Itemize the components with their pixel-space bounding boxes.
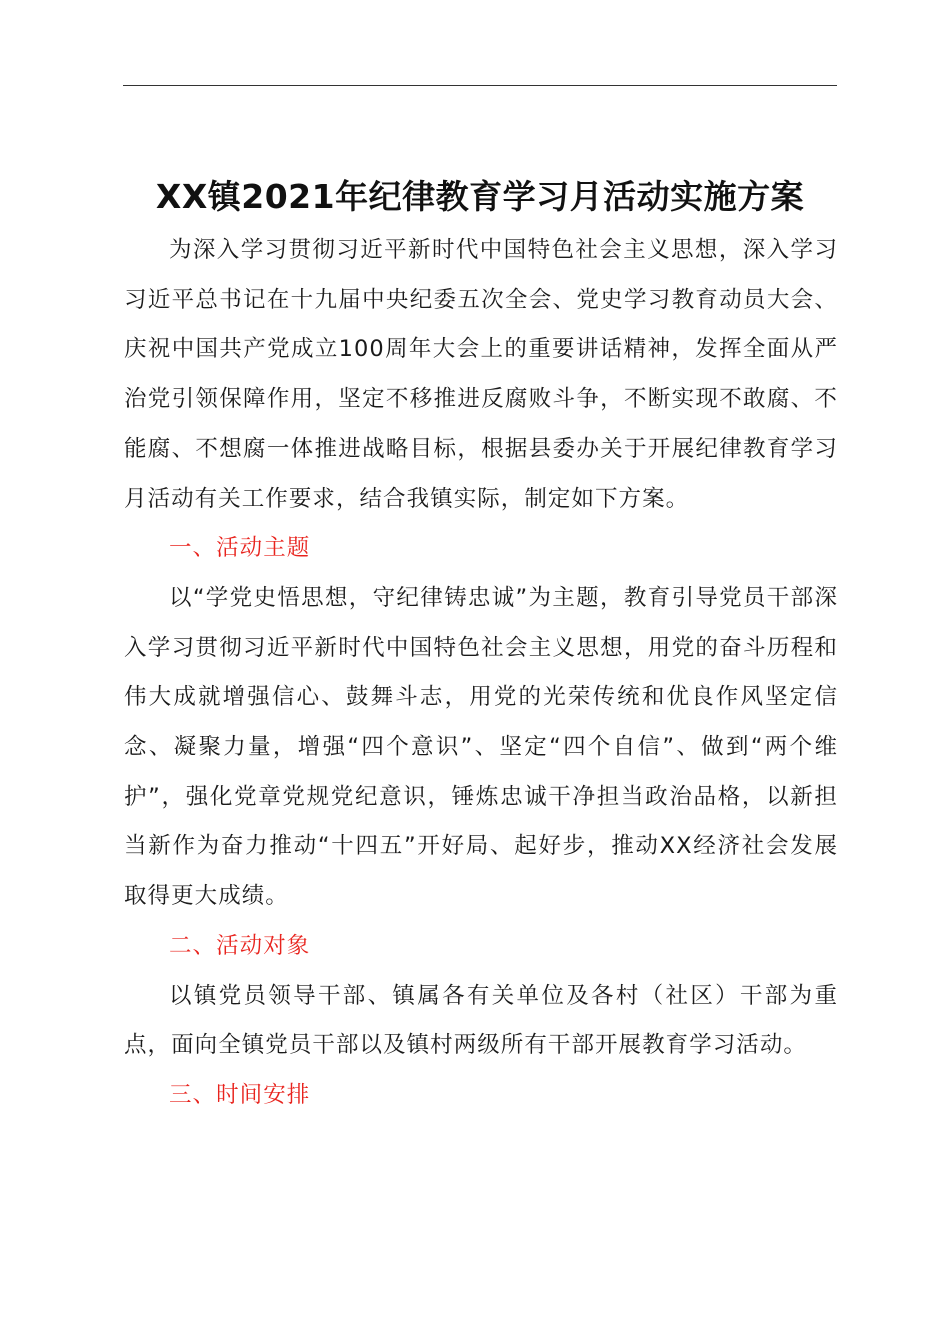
document-title: XX镇2021年纪律教育学习月活动实施方案 — [155, 177, 805, 217]
section-text-target: 以镇党员领导干部、镇属各有关单位及各村（社区）干部为重点，面向全镇党员干部以及镇村两级所有干部开展教育学习活动。 — [124, 982, 838, 1059]
document-body — [124, 226, 838, 1121]
section-heading-target: 二、活动对象 — [169, 932, 311, 959]
section-heading-theme: 一、活动主题 — [169, 535, 311, 562]
intro-paragraph: 为深入学习贯彻习近平新时代中国特色社会主义思想，深入学习习近平总书记在十九届中央纪委五次全会、党史学习教育动员大会、庆祝中国共产党成立100周年大会上的重要讲话精神，发挥全面从严治党引领保障作用，坚定不移推进反腐败斗争，不断实现不敢腐、不能腐、不想腐一体推进战略目标，根据县委办关于开展纪律教育学习月活动有关工作要求，结合我镇实际，制定如下方案。 — [124, 237, 838, 512]
section-heading-schedule: 三、时间安排 — [169, 1081, 311, 1108]
header-rule — [123, 85, 837, 86]
section-text-theme: 以“学党史悟思想，守纪律铸忠诚”为主题，教育引导党员干部深入学习贯彻习近平新时代中国特色社会主义思想，用党的奋斗历程和伟大成就增强信心、鼓舞斗志，用党的光荣传统和优良作风坚定信念、凝聚力量，增强“四个意识”、坚定“四个自信”、做到“两个维护”，强化党章党规党纪意识，锤炼忠诚干净担当政治品格，以新担当新作为奋力推动“十四五”开好局、起好步，推动XX经济社会发展取得更大成绩。 — [124, 584, 838, 910]
